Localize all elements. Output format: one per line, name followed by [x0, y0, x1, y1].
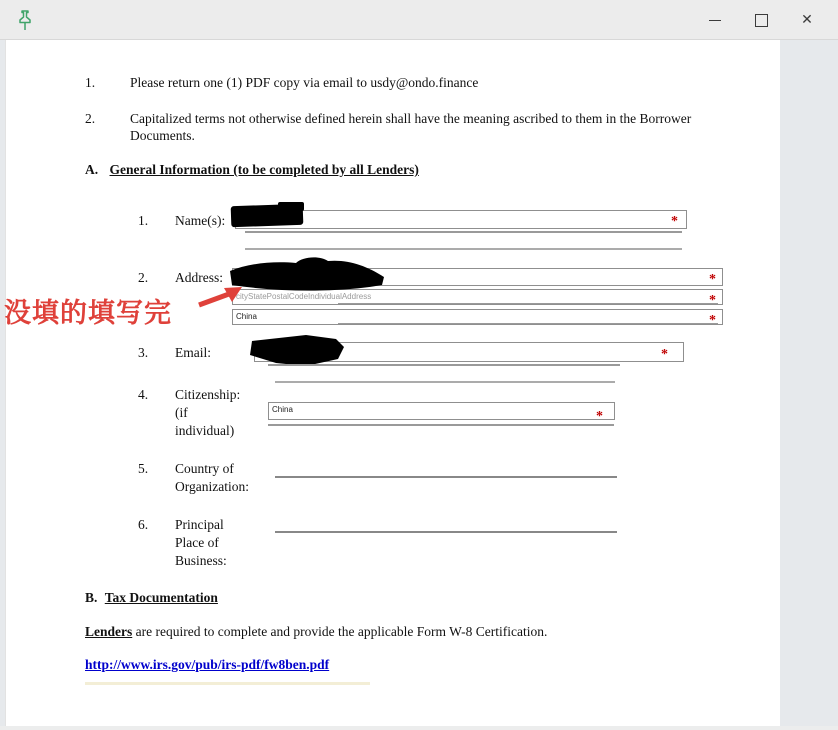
address-line3-required-marker: * — [709, 313, 716, 328]
lenders-paragraph — [85, 623, 685, 640]
field-6-number: 6. — [138, 517, 149, 532]
field-3-label: Email: — [175, 345, 211, 360]
pushpin-icon — [14, 9, 36, 33]
address-line1-required-marker: * — [709, 272, 716, 287]
intro-item-1-text: Please return one (1) PDF copy via email to usdy@ondo.finance — [130, 75, 479, 90]
citizenship-required-marker: * — [596, 409, 603, 424]
annotation-text: 没填的填写完 — [4, 298, 172, 328]
field-1-label: Name(s): — [175, 213, 226, 228]
field-5-label-line2: Organization: — [175, 479, 249, 494]
principal-place-underline[interactable] — [275, 531, 617, 533]
lenders-bold-text: Lenders — [85, 624, 133, 639]
country-org-underline[interactable] — [275, 476, 617, 478]
close-button[interactable] — [784, 0, 830, 40]
name-underline-1 — [245, 231, 682, 233]
address-redaction — [224, 255, 394, 295]
maximize-icon — [755, 14, 768, 27]
address-line2-required-marker: * — [709, 293, 716, 308]
viewer-bottom-margin — [0, 726, 838, 730]
address-line2-innerline — [338, 303, 718, 304]
field-4-number: 4. — [138, 387, 149, 402]
field-4-label-line3: individual) — [175, 423, 235, 438]
email-required-marker: * — [661, 347, 668, 362]
email-underline-2 — [275, 381, 615, 383]
section-b-title: Tax Documentation — [104, 590, 218, 605]
minimize-button[interactable] — [692, 0, 738, 40]
section-b-heading — [85, 589, 218, 606]
field-2-number: 2. — [138, 270, 149, 285]
section-a-heading — [85, 161, 419, 178]
pin-button[interactable] — [14, 9, 36, 33]
field-3-number: 3. — [138, 345, 149, 360]
viewer-right-margin — [780, 40, 838, 730]
window-controls — [692, 0, 830, 40]
lenders-rest-text: are required to complete and provide the applicable Form W-8 Certification. — [132, 624, 548, 639]
citizenship-value: China — [272, 405, 293, 414]
citizenship-underline — [268, 424, 614, 426]
section-a-prefix: A. — [85, 162, 99, 177]
address-line2-placeholder: cityStatePostalCodeIndividualAddress — [236, 292, 372, 301]
annotation-arrow — [196, 284, 244, 310]
section-a-title: General Information (to be completed by all Lenders) — [109, 162, 419, 177]
address-line3-innerline — [338, 323, 718, 324]
titlebar — [0, 0, 838, 40]
intro-item-2-number: 2. — [85, 111, 96, 126]
name-redaction-bump — [278, 202, 304, 211]
field-2-label: Address: — [175, 270, 223, 285]
field-6-label-line3: Business: — [175, 553, 227, 568]
w8ben-link-row — [85, 656, 329, 673]
w8ben-link[interactable]: http://www.irs.gov/pub/irs-pdf/fw8ben.pdf — [85, 657, 330, 672]
field-1-number: 1. — [138, 213, 149, 228]
faint-highlight-line — [85, 682, 370, 685]
maximize-button[interactable] — [738, 0, 784, 40]
intro-item-1-number: 1. — [85, 75, 96, 90]
field-4-label-line1: Citizenship: — [175, 387, 241, 402]
field-5-label-line1: Country of — [175, 461, 234, 476]
close-icon: ✕ — [801, 12, 813, 28]
citizenship-input[interactable] — [268, 402, 615, 424]
minimize-icon — [709, 20, 721, 21]
field-5-number: 5. — [138, 461, 149, 476]
intro-item-2-text: Capitalized terms not otherwise defined herein shall have the meaning ascribed to them in the Borrower Documents. — [130, 111, 692, 143]
field-6-label-line1: Principal — [175, 517, 224, 532]
email-underline-1 — [268, 364, 620, 366]
name-required-marker: * — [671, 214, 678, 229]
address-line3-value: China — [236, 312, 257, 321]
field-4-label-line2: (if — [175, 405, 188, 420]
section-b-prefix: B. — [85, 590, 98, 605]
field-6-label-line2: Place of — [175, 535, 219, 550]
name-underline-2 — [245, 248, 682, 250]
